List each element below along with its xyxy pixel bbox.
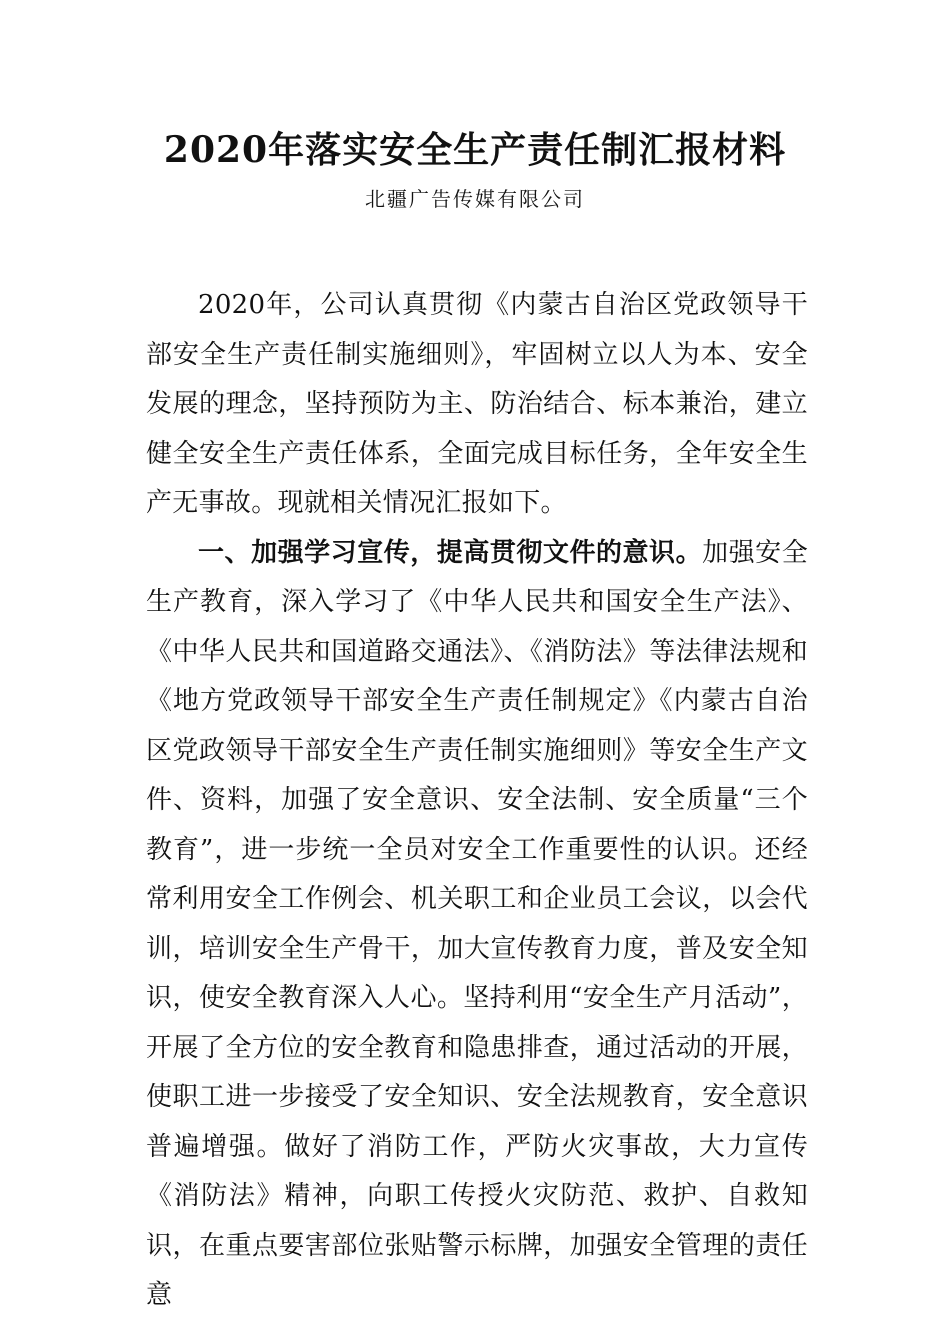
section-1-heading: 一、加强学习宣传，提高贯彻文件的意识。 [198,537,703,568]
document-title: 2020年落实安全生产责任制汇报材料 [163,129,787,171]
section-1-paragraph [146,529,808,1321]
section-1-text: 加强安全生产教育，深入学习了《中华人民共和国安全生产法》、《中华人民共和国道路交通法》、《消防法》等法律法规和《地方党政领导干部安全生产责任制规定》《内蒙古自治区党政领导干部安全生产责任制实施细则》等安全生产文件、资料，加强了安全意识、安全法制、安全质量“三个教育”，进一步统一全员对安全工作重要性的认识。还经常利用安全工作例会、机关职工和企业员工会议，以会代训，培训安全生产骨干，加大宣传教育力度，普及安全知识，使安全教育深入人心。坚持利用“安全生产月活动”，开展了全方位的安全教育和隐患排查，通过活动的开展，使职工进一步接受了安全知识、安全法规教育，安全意识普遍增强。做好了消防工作，严防火灾事故，大力宣传《消防法》精神，向职工传授火灾防范、救护、自救知识，在重点要害部位张贴警示标牌，加强安全管理的责任意 [146,537,809,1310]
document-subtitle: 北疆广告传媒有限公司 [365,187,585,211]
document-body [146,281,808,1321]
intro-paragraph: 2020年，公司认真贯彻《内蒙古自治区党政领导干部安全生产责任制实施细则》，牢固树立以人为本、安全发展的理念，坚持预防为主、防治结合、标本兼治，建立健全安全生产责任体系，全面完成目标任务，全年安全生产无事故。现就相关情况汇报如下。 [146,290,808,518]
